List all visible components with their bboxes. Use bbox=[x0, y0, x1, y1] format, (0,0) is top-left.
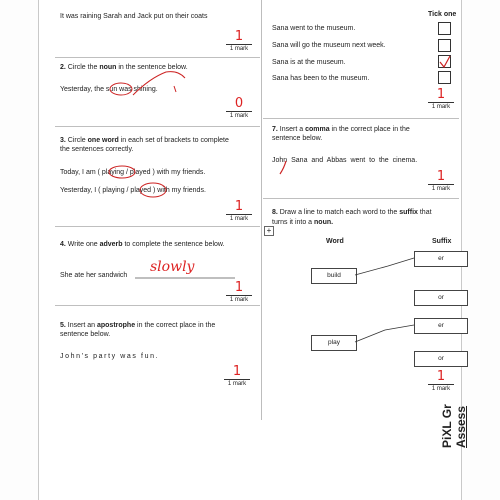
mark-score: 1 bbox=[436, 369, 446, 384]
q5-prompt-bold: apostrophe bbox=[96, 322, 136, 329]
q2-sentence-a: Yesterday, the bbox=[60, 86, 106, 93]
option-4: Sana has been to the museum. bbox=[272, 75, 370, 82]
word-column-header: Word bbox=[326, 238, 344, 245]
q8-prompt-post: that bbox=[417, 209, 432, 216]
q8-prompt-line2-pre: turns it into a bbox=[272, 219, 315, 226]
mark-score: 1 bbox=[232, 364, 242, 379]
circle-sun-mark bbox=[110, 83, 132, 95]
q3-prompt-line2: the sentences correctly. bbox=[60, 146, 134, 153]
q3-prompt-pre: Circle bbox=[67, 137, 88, 144]
tick-one-header: Tick one bbox=[428, 11, 457, 18]
mark-score: 1 bbox=[436, 169, 446, 184]
mark-label: 1 mark bbox=[428, 384, 454, 392]
circle-playing-mark bbox=[109, 166, 135, 178]
q7-prompt-bold: comma bbox=[305, 126, 330, 133]
tick-mark bbox=[174, 86, 176, 92]
handwritten-comma bbox=[280, 161, 286, 174]
q4-prompt-bold: adverb bbox=[99, 241, 123, 248]
mark-score: 1 bbox=[234, 29, 244, 44]
q4-prompt-post: to complete the sentence below. bbox=[122, 241, 225, 248]
q5-sentence[interactable]: John's party was fun. bbox=[60, 353, 160, 360]
move-handle-icon[interactable]: + bbox=[264, 226, 274, 236]
mark-score: 0 bbox=[234, 96, 244, 111]
q4-number: 4. bbox=[60, 241, 66, 248]
suffix-box-or-1[interactable]: or bbox=[414, 290, 468, 306]
q2-prompt-pre: Circle the bbox=[67, 64, 100, 71]
match-line-build-er bbox=[355, 258, 414, 275]
q2-number: 2. bbox=[60, 64, 66, 71]
suffix-box-er-1[interactable]: er bbox=[414, 251, 468, 267]
q4-prompt-pre: Write one bbox=[67, 241, 100, 248]
q5-prompt-line2: sentence below. bbox=[60, 331, 111, 338]
q5-number: 5. bbox=[60, 322, 66, 329]
tick-box-3-checkmark bbox=[440, 56, 450, 67]
option-3: Sana is at the museum. bbox=[272, 59, 346, 66]
mark-score: 1 bbox=[234, 280, 244, 295]
q3-line2[interactable]: Yesterday, I ( playing / played ) with my friends. bbox=[60, 187, 206, 194]
mark-label: 1 mark bbox=[226, 214, 252, 222]
word-box-play[interactable]: play bbox=[311, 335, 357, 351]
mark-score: 1 bbox=[234, 199, 244, 214]
match-line-play-er bbox=[355, 325, 414, 342]
q7-prompt-line2: sentence below. bbox=[272, 135, 323, 142]
q1-sentence: It was raining Sarah and Jack put on their coats bbox=[60, 13, 208, 20]
q3-prompt-bold: one word bbox=[87, 137, 119, 144]
suffix-column-header: Suffix bbox=[432, 238, 452, 245]
suffix-box-or-2[interactable]: or bbox=[414, 351, 468, 367]
side-footer-line1: PiXL Gr bbox=[440, 404, 454, 448]
suffix-box-er-2[interactable]: er bbox=[414, 318, 468, 334]
mark-label: 1 mark bbox=[226, 111, 252, 119]
q3-prompt-post: in each set of brackets to complete bbox=[118, 137, 229, 144]
q4-sentence: She ate her sandwich bbox=[60, 272, 128, 279]
q2-prompt-post: in the sentence below. bbox=[116, 64, 188, 71]
q3-line1[interactable]: Today, I am ( playing / played ) with my friends. bbox=[60, 169, 206, 176]
mark-label: 1 mark bbox=[428, 102, 454, 110]
q2-prompt-bold: noun bbox=[99, 64, 117, 71]
q7-number: 7. bbox=[272, 126, 278, 133]
mark-score: 1 bbox=[436, 87, 446, 102]
mark-label: 1 mark bbox=[224, 379, 250, 387]
q4-handwritten-answer[interactable]: slowly bbox=[150, 259, 195, 275]
q2-sentence-noun[interactable]: sun bbox=[105, 86, 118, 93]
q5-prompt-pre: Insert an bbox=[67, 322, 97, 329]
q8-number: 8. bbox=[272, 209, 278, 216]
q5-prompt-post: in the correct place in the bbox=[135, 322, 216, 329]
q7-prompt-pre: Insert a bbox=[279, 126, 306, 133]
q7-sentence[interactable]: John Sana and Abbas went to the cinema. bbox=[272, 157, 418, 164]
side-footer-text bbox=[440, 404, 468, 448]
side-footer-line2: Assess bbox=[454, 405, 468, 448]
q8-prompt-line2-bold: noun. bbox=[314, 219, 334, 226]
mark-label: 1 mark bbox=[428, 184, 454, 192]
mark-label: 1 mark bbox=[226, 295, 252, 303]
circle-played-mark bbox=[140, 183, 166, 197]
stray-pen-mark bbox=[133, 72, 185, 95]
q2-sentence-c: was shining. bbox=[117, 86, 158, 93]
q8-prompt-pre: Draw a line to match each word to the bbox=[279, 209, 400, 216]
q8-prompt-bold: suffix bbox=[399, 209, 418, 216]
option-1: Sana went to the museum. bbox=[272, 25, 356, 32]
q7-prompt-post: in the correct place in the bbox=[329, 126, 410, 133]
q3-number: 3. bbox=[60, 137, 66, 144]
mark-label: 1 mark bbox=[226, 44, 252, 52]
word-box-build[interactable]: build bbox=[311, 268, 357, 284]
option-2: Sana will go the museum next week. bbox=[272, 42, 386, 49]
